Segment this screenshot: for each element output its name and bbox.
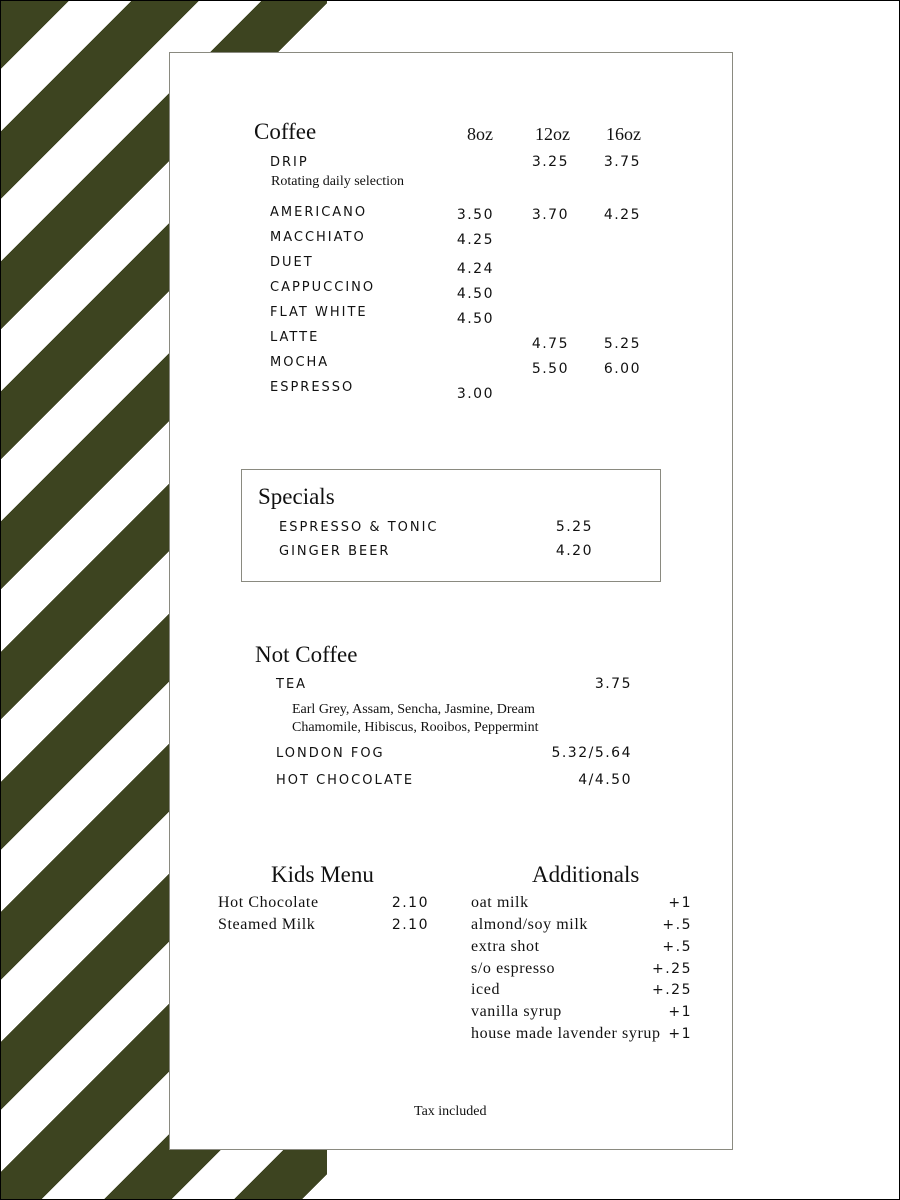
additional-item-name: s/o espresso [471, 960, 556, 977]
additional-item-price: +.25 [652, 982, 692, 998]
coffee-price-8oz: 4.50 [456, 286, 494, 302]
additional-item-name: extra shot [471, 938, 540, 955]
coffee-price-8oz: 4.24 [456, 261, 494, 277]
coffee-item-name: FLAT WHITE [270, 305, 368, 320]
kids-item-name: Hot Chocolate [218, 894, 319, 911]
coffee-item-name: AMERICANO [270, 205, 368, 220]
additional-item-price: +.5 [662, 917, 692, 933]
coffee-item-name: CAPPUCCINO [270, 280, 376, 295]
special-item-name: GINGER BEER [279, 544, 391, 559]
coffee-item-name: LATTE [270, 330, 320, 345]
size-12oz-header: 12oz [535, 124, 570, 144]
coffee-price-16oz: 5.25 [603, 336, 641, 352]
drip-note: Rotating daily selection [271, 174, 404, 189]
coffee-price-16oz: 4.25 [603, 207, 641, 223]
coffee-price-12oz: 5.50 [531, 361, 569, 377]
additional-item-name: oat milk [471, 894, 529, 911]
size-16oz-header: 16oz [606, 124, 641, 144]
coffee-price-12oz: 3.70 [531, 207, 569, 223]
tea-varieties-line-2: Chamomile, Hibiscus, Rooibos, Peppermint [292, 720, 539, 735]
additional-item-price: +.5 [662, 939, 692, 955]
special-item-name: ESPRESSO & TONIC [279, 520, 439, 535]
coffee-heading: Coffee [254, 119, 317, 144]
additional-item-price: +1 [668, 1026, 692, 1042]
additional-item-price: +1 [668, 1004, 692, 1020]
additional-item-price: +.25 [652, 961, 692, 977]
coffee-item-name: ESPRESSO [270, 380, 355, 395]
additionals-heading: Additionals [532, 862, 640, 887]
coffee-price-8oz: 3.50 [456, 207, 494, 223]
hot-chocolate-name: HOT CHOCOLATE [276, 773, 415, 788]
additional-item-name: house made lavender syrup [471, 1025, 661, 1042]
tea-price: 3.75 [594, 676, 632, 692]
london-fog-price: 5.32/5.64 [551, 745, 632, 761]
not-coffee-heading: Not Coffee [255, 642, 358, 667]
coffee-item-name: DUET [270, 255, 314, 270]
kids-menu-heading: Kids Menu [271, 862, 374, 887]
coffee-item-name: MOCHA [270, 355, 330, 370]
coffee-item-name: MACCHIATO [270, 230, 366, 245]
coffee-item-name: DRIP [270, 155, 309, 170]
kids-item-name: Steamed Milk [218, 916, 316, 933]
coffee-price-12oz: 4.75 [531, 336, 569, 352]
size-8oz-header: 8oz [467, 124, 493, 144]
specials-heading: Specials [258, 484, 335, 509]
kids-item-price: 2.10 [391, 895, 429, 911]
coffee-price-8oz: 4.25 [456, 232, 494, 248]
special-item-price: 5.25 [555, 519, 593, 535]
additional-item-name: almond/soy milk [471, 916, 588, 933]
additional-item-name: iced [471, 981, 501, 998]
coffee-price-8oz: 3.00 [456, 386, 494, 402]
london-fog-name: LONDON FOG [276, 746, 385, 761]
hot-chocolate-price: 4/4.50 [578, 772, 632, 788]
coffee-price-12oz: 3.25 [531, 154, 569, 170]
additional-item-price: +1 [668, 895, 692, 911]
coffee-price-16oz: 6.00 [603, 361, 641, 377]
tea-varieties-line-1: Earl Grey, Assam, Sencha, Jasmine, Dream [292, 702, 535, 717]
additional-item-name: vanilla syrup [471, 1003, 562, 1020]
tea-name: TEA [276, 677, 308, 692]
coffee-price-8oz: 4.50 [456, 311, 494, 327]
coffee-price-16oz: 3.75 [603, 154, 641, 170]
kids-item-price: 2.10 [391, 917, 429, 933]
special-item-price: 4.20 [555, 543, 593, 559]
tax-note: Tax included [414, 1104, 487, 1119]
